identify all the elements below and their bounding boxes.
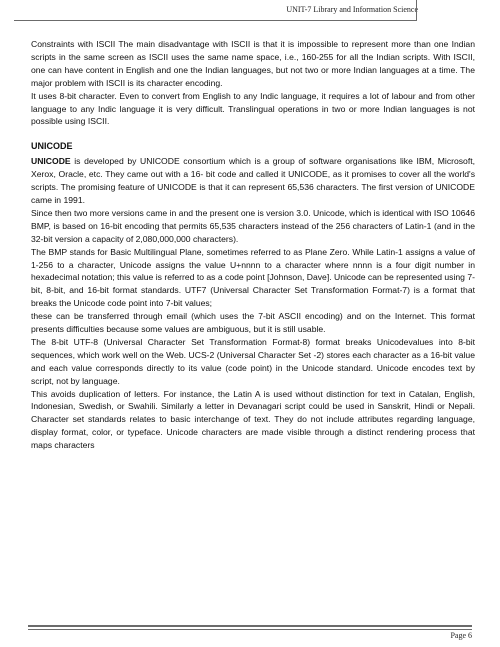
paragraph-bmp: The BMP stands for Basic Multilingual Plane, sometimes referred to as Plane Zero. While Latin-1 assigns a value of 1-256 to a character, Unicode assigns the value U+nnnn to a character where nnnn is a four digit number in hexadecimal notation; this value is referred to as a code point [Johnson, Dave]. Unicode can be represented using 7-bit, 8-bit, and 16-bit format standards. UTF7 (Universal Character Set Transformation Format-7) is a format that breaks the Unicode code point into 7-bit values; — [31, 246, 475, 309]
page-header — [0, 0, 500, 22]
paragraph-email-transfer: these can be transferred through email (which uses the 7-bit ASCII encoding) and on the Internet. This format presents difficulties because some values are ambiguous, but it is still usable. — [31, 311, 475, 335]
unicode-lead-term: UNICODE — [31, 156, 71, 167]
paragraph-unicode-versions: Since then two more versions came in and the present one is version 3.0. Unicode, which is identical with ISO 10646 BMP, is based on 16-bit encoding that permits 65,535 characters instead of the 256 characters of Latin-1 (and in the 32-bit version a capacity of 2,080,000,000 characters). — [31, 207, 475, 244]
section-heading-unicode: UNICODE — [31, 141, 73, 152]
paragraph-iscii-constraints: Constraints with ISCII The main disadvantage with ISCII is that it is impossible to represent more than one Indian scripts in the same screen as ISCII uses the same name space, i.e., 160-255 for all the Indian scripts. With ISCII, one can have content in English and one the Indian languages, but not two or more Indian languages at a time. The major problem with ISCII is its character encoding. — [31, 39, 475, 88]
unicode-intro-text: is developed by UNICODE consortium which is a group of software organisations like IBM, Microsoft, Xerox, Oracle, etc. They came out with a 16- bit code and called it UNICODE, as it promises to cover all the world's scripts. The promising feature of UNICODE is that it can represent 65,536 characters. The first version of UNICODE came in 1991. — [31, 156, 475, 205]
header-vertical-rule — [416, 0, 417, 21]
paragraph-iscii-8bit: It uses 8-bit character. Even to convert from English to any Indic language, it requires a lot of labour and from other language to any Indic language it is very difficult. Translingual operations in two or more Indian languages is not possible using ISCII. — [31, 90, 475, 127]
footer-rule-thick — [28, 625, 472, 627]
paragraph-duplication: This avoids duplication of letters. For instance, the Latin A is used without distinction for text in Catalan, English, Indonesian, Swedish, or Swahili. Similarly a letter in Devanagari script could be used in Sanskrit, Hindi or Nepali. Character set standards relates to basic interchange of text. They do not include attributes regarding language, display format, color, or typeface. Unicode characters are made visible through a distinct rendering process that maps characters — [31, 388, 475, 451]
header-title: UNIT-7 Library and Information Science — [286, 5, 418, 14]
header-rule — [14, 20, 416, 21]
paragraph-utf8: The 8-bit UTF-8 (Universal Character Set Transformation Format-8) format breaks Unicodevalues into 8-bit sequences, which work well on the Web. UCS-2 (Universal Character Set -2) stores each character as a 16-bit value and each value corresponds directly to its value (code point) in the Unicode standard. Unicode encodes text by script, not by language. — [31, 336, 475, 386]
paragraph-unicode-intro — [31, 155, 475, 207]
page-body — [31, 38, 475, 452]
footer-rule-thin — [28, 629, 472, 630]
page-number: Page 6 — [450, 631, 472, 640]
